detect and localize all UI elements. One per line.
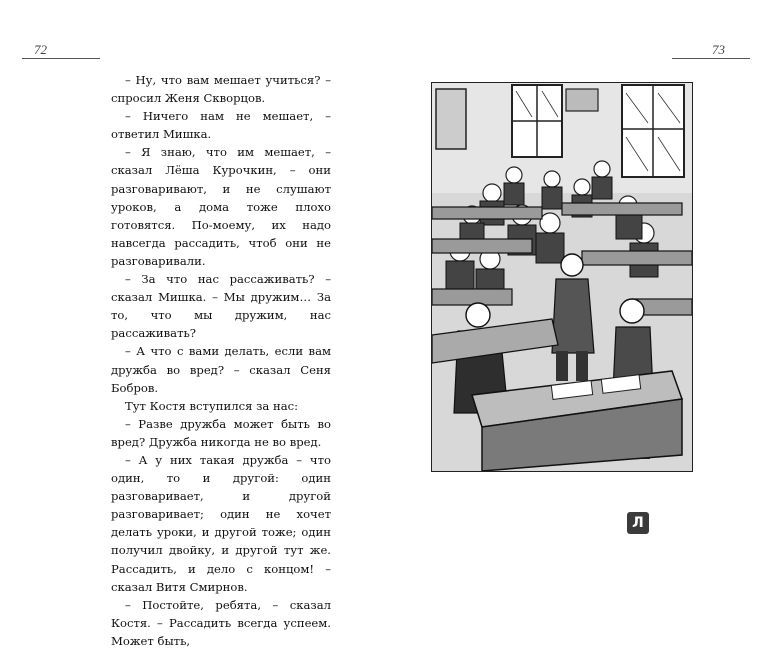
paragraph: – Разве дружба может быть во вред? Дружба никогда не во вред. (111, 416, 331, 449)
publisher-badge: Л (627, 512, 649, 534)
right-page-number: 73 (712, 42, 725, 57)
left-header-rule (22, 58, 100, 59)
paragraph: – Ничего нам не мешает, – ответил Мишка. (111, 109, 331, 142)
paragraph: – Постойте, ребята, – сказал Костя. – Рассадить всегда успеем. Может быть, (111, 597, 331, 648)
paragraph: Тут Костя вступился за нас: (125, 398, 299, 413)
right-header-rule (672, 58, 750, 59)
paragraph: – Ну, что вам мешает учиться? – спросил Женя Скворцов. (111, 73, 331, 106)
story-text (111, 71, 331, 650)
classroom-illustration (431, 82, 693, 472)
paragraph: – А у них такая дружба – что один, то и другой: один разговаривает, и другой разговаривает; один не хочет делать уроки, и другой тоже; один получил двойку, и другой тут же. Рассадить, и дело с концом! – сказал Витя Смирнов. (111, 452, 331, 594)
paragraph: – За что нас рассаживать? – сказал Мишка. – Мы дружим… За то, что мы дружим, нас рассаживать? (111, 272, 331, 341)
paragraph: – Я знаю, что им мешает, – сказал Лёша Курочкин, – они разговаривают, и не слушают уроков, а дома тоже плохо готовятся. По-моему, их надо навсегда рассадить, чтоб они не разговаривали. (111, 145, 331, 268)
left-page-number: 72 (34, 42, 47, 57)
paragraph: – А что с вами делать, если вам дружба во вред? – сказал Сеня Бобров. (111, 344, 331, 395)
